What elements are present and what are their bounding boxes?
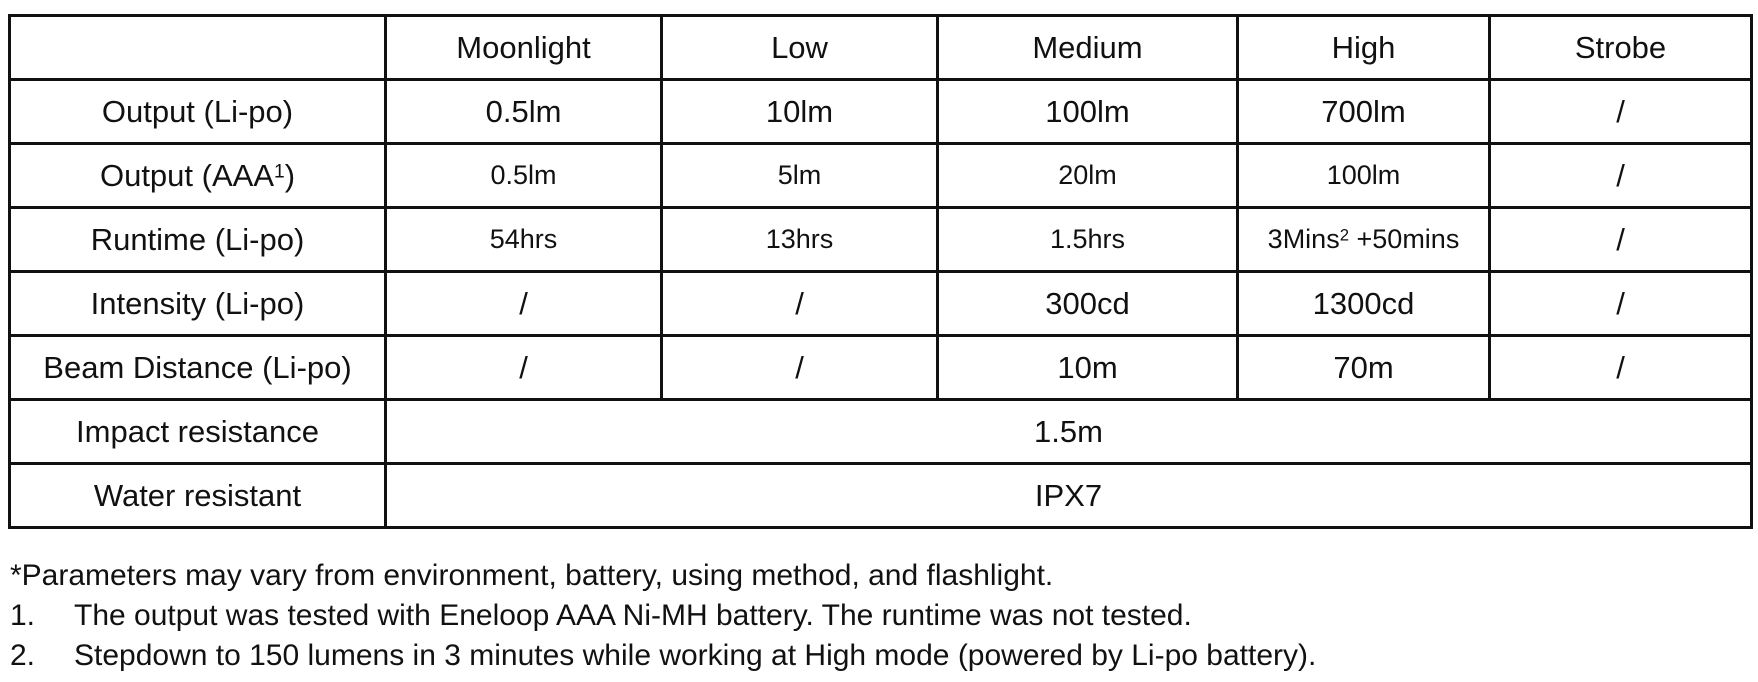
table-cell: 54hrs [386, 208, 662, 272]
header-row [10, 16, 1752, 80]
table-row [10, 464, 1752, 528]
footnote-item [10, 636, 1316, 676]
table-row [10, 144, 1752, 208]
row-label-output-lipo: Output (Li-po) [10, 80, 386, 144]
table-row [10, 80, 1752, 144]
table-row [10, 400, 1752, 464]
row-label-impact-resistance: Impact resistance [10, 400, 386, 464]
table-cell: 5lm [662, 144, 938, 208]
table-cell: 13hrs [662, 208, 938, 272]
table-cell: / [662, 272, 938, 336]
row-label-runtime-lipo: Runtime (Li-po) [10, 208, 386, 272]
footnote-number: 2. [10, 639, 36, 672]
table-cell-high-runtime [1238, 208, 1490, 272]
header-cell-empty [10, 16, 386, 80]
table-row [10, 208, 1752, 272]
disclaimer-text: *Parameters may vary from environment, battery, using method, and flashlight. [10, 559, 1054, 592]
table-cell: / [1490, 144, 1752, 208]
table-cell: / [386, 336, 662, 400]
row-label-output-aaa [10, 144, 386, 208]
footnote-text: The output was tested with Eneloop AAA Ni-MH battery. The runtime was not tested. [74, 599, 1192, 632]
table-cell: 10lm [662, 80, 938, 144]
header-cell-low: Low [662, 16, 938, 80]
table-cell: / [1490, 80, 1752, 144]
footnote-marker: 2 [1339, 225, 1350, 245]
table-cell: 70m [1238, 336, 1490, 400]
footnotes [10, 556, 1316, 676]
table-cell: 1300cd [1238, 272, 1490, 336]
table-cell: 20lm [938, 144, 1238, 208]
row-label-water-resistant: Water resistant [10, 464, 386, 528]
table-cell-water-value: IPX7 [386, 464, 1752, 528]
row-label-suffix: ) [284, 157, 296, 193]
table-cell: / [1490, 336, 1752, 400]
table-cell: / [1490, 208, 1752, 272]
table-cell: 1.5hrs [938, 208, 1238, 272]
table-cell: 700lm [1238, 80, 1490, 144]
header-cell-strobe: Strobe [1490, 16, 1752, 80]
table-cell: / [1490, 272, 1752, 336]
table-cell: 100lm [1238, 144, 1490, 208]
table-cell: 100lm [938, 80, 1238, 144]
table-cell-impact-value: 1.5m [386, 400, 1752, 464]
table-cell: 0.5lm [386, 80, 662, 144]
header-cell-moonlight: Moonlight [386, 16, 662, 80]
footnote-number: 1. [10, 599, 36, 632]
table-cell: 0.5lm [386, 144, 662, 208]
header-cell-high: High [1238, 16, 1490, 80]
cell-suffix: +50mins [1349, 224, 1460, 254]
table-cell: 300cd [938, 272, 1238, 336]
footnote-text: Stepdown to 150 lumens in 3 minutes while working at High mode (powered by Li-po battery). [74, 639, 1317, 672]
table-cell: / [386, 272, 662, 336]
row-label-text: Output (AAA [99, 157, 274, 193]
footnote-item [10, 596, 1316, 636]
row-label-intensity-lipo: Intensity (Li-po) [10, 272, 386, 336]
table-row [10, 336, 1752, 400]
cell-text: 3Mins [1267, 224, 1340, 254]
header-cell-medium: Medium [938, 16, 1238, 80]
spec-table [8, 14, 1753, 529]
row-label-beam-distance-lipo: Beam Distance (Li-po) [10, 336, 386, 400]
table-row [10, 272, 1752, 336]
table-cell: 10m [938, 336, 1238, 400]
footnote-marker: 1 [274, 160, 285, 182]
table-cell: / [662, 336, 938, 400]
